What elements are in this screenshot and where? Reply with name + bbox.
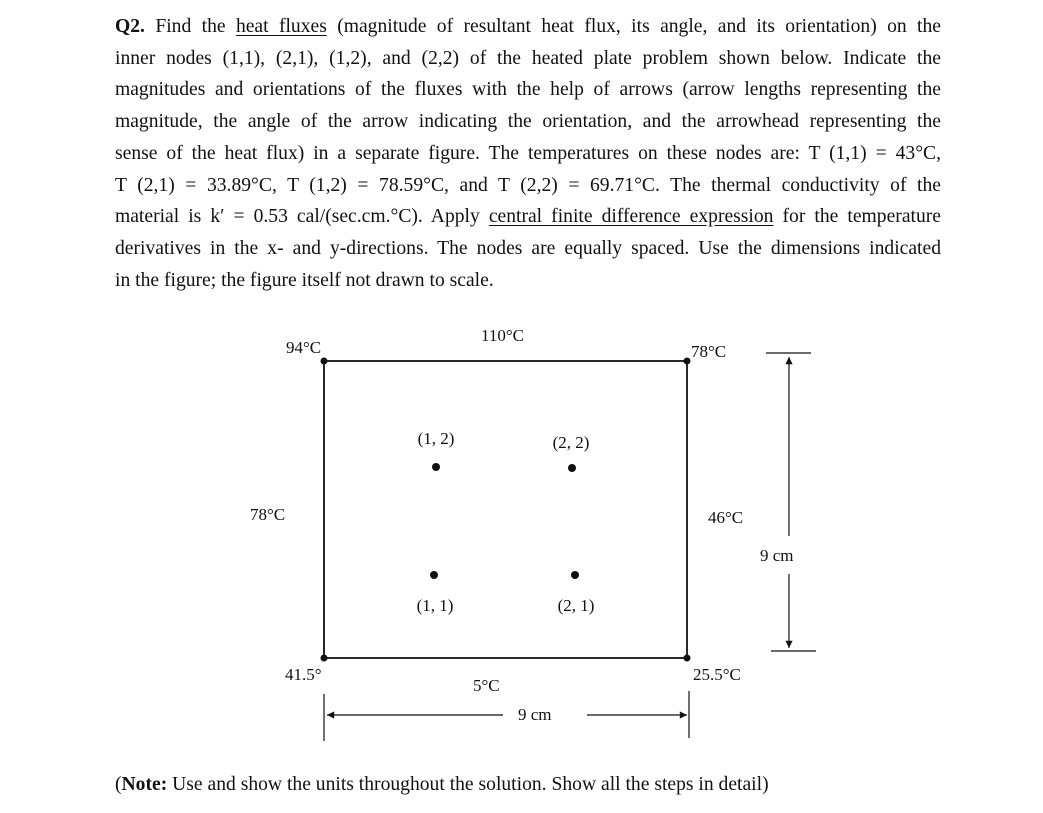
corner-node-top-right: [684, 358, 691, 365]
question-line-6: T (2,1) = 33.89°C, T (1,2) = 78.59°C, and T (2,2) = 69.71°C. The thermal conductivity of the: [115, 174, 941, 196]
question-line-5: sense of the heat flux) in a separate figure. The temperatures on these nodes are: T (1,1) = 43°C,: [115, 142, 941, 164]
temp-edge-right: 46°C: [708, 508, 744, 527]
node-1-1-label: (1, 1): [416, 596, 454, 615]
question-line-4: magnitude, the angle of the arrow indicating the orientation, and the arrowhead representing the: [115, 111, 941, 133]
heat-fluxes-term: heat fluxes: [235, 16, 327, 37]
question-number: Q2.: [115, 16, 145, 37]
node-2-1-label: (2, 1): [557, 596, 595, 615]
temp-edge-left: 78°C: [250, 505, 286, 524]
node-1-1-dot: [430, 571, 438, 579]
temp-corner-bottom-left: 41.5°: [285, 665, 322, 684]
plate-outline: [324, 361, 687, 658]
question-line-9: in the figure; the figure itself not drawn to scale.: [115, 269, 494, 291]
node-2-2-dot: [568, 464, 576, 472]
node-1-2-dot: [432, 463, 440, 471]
dim-horizontal-label: 9 cm: [518, 705, 552, 724]
temp-corner-top-left: 94°C: [286, 338, 322, 357]
corner-node-bottom-right: [684, 655, 691, 662]
node-2-2-label: (2, 2): [552, 433, 590, 452]
question-line-1: Q2. Find the heat fluxes (magnitude of resultant heat flux, its angle, and its orientation) on the: [115, 16, 941, 37]
note-text: (Note: Use and show the units throughout the solution. Show all the steps in detail): [115, 774, 769, 795]
question-line-2: inner nodes (1,1), (2,1), (1,2), and (2,2) of the heated plate problem shown below. Indicate the: [115, 47, 941, 69]
temp-corner-bottom-right: 25.5°C: [693, 665, 741, 684]
node-2-1-dot: [571, 571, 579, 579]
question-line-7: material is k′ = 0.53 cal/(sec.cm.°C). Apply central finite difference expression for the temperature: [115, 206, 941, 228]
temp-corner-top-right: 78°C: [691, 342, 727, 361]
temp-edge-bottom: 5°C: [473, 676, 500, 695]
question-line-8: derivatives in the x- and y-directions. The nodes are equally spaced. Use the dimensions indicated: [115, 237, 941, 259]
corner-node-top-left: [321, 358, 328, 365]
corner-node-bottom-left: [321, 655, 328, 662]
question-line-3: magnitudes and orientations of the fluxes with the help of arrows (arrow lengths representing the: [115, 79, 941, 101]
temp-edge-top: 110°C: [481, 326, 525, 345]
note-label: Note:: [121, 774, 168, 795]
node-1-2-label: (1, 2): [417, 429, 455, 448]
central-difference-term: central finite difference expression: [488, 206, 774, 228]
dim-vertical-label: 9 cm: [760, 546, 794, 565]
